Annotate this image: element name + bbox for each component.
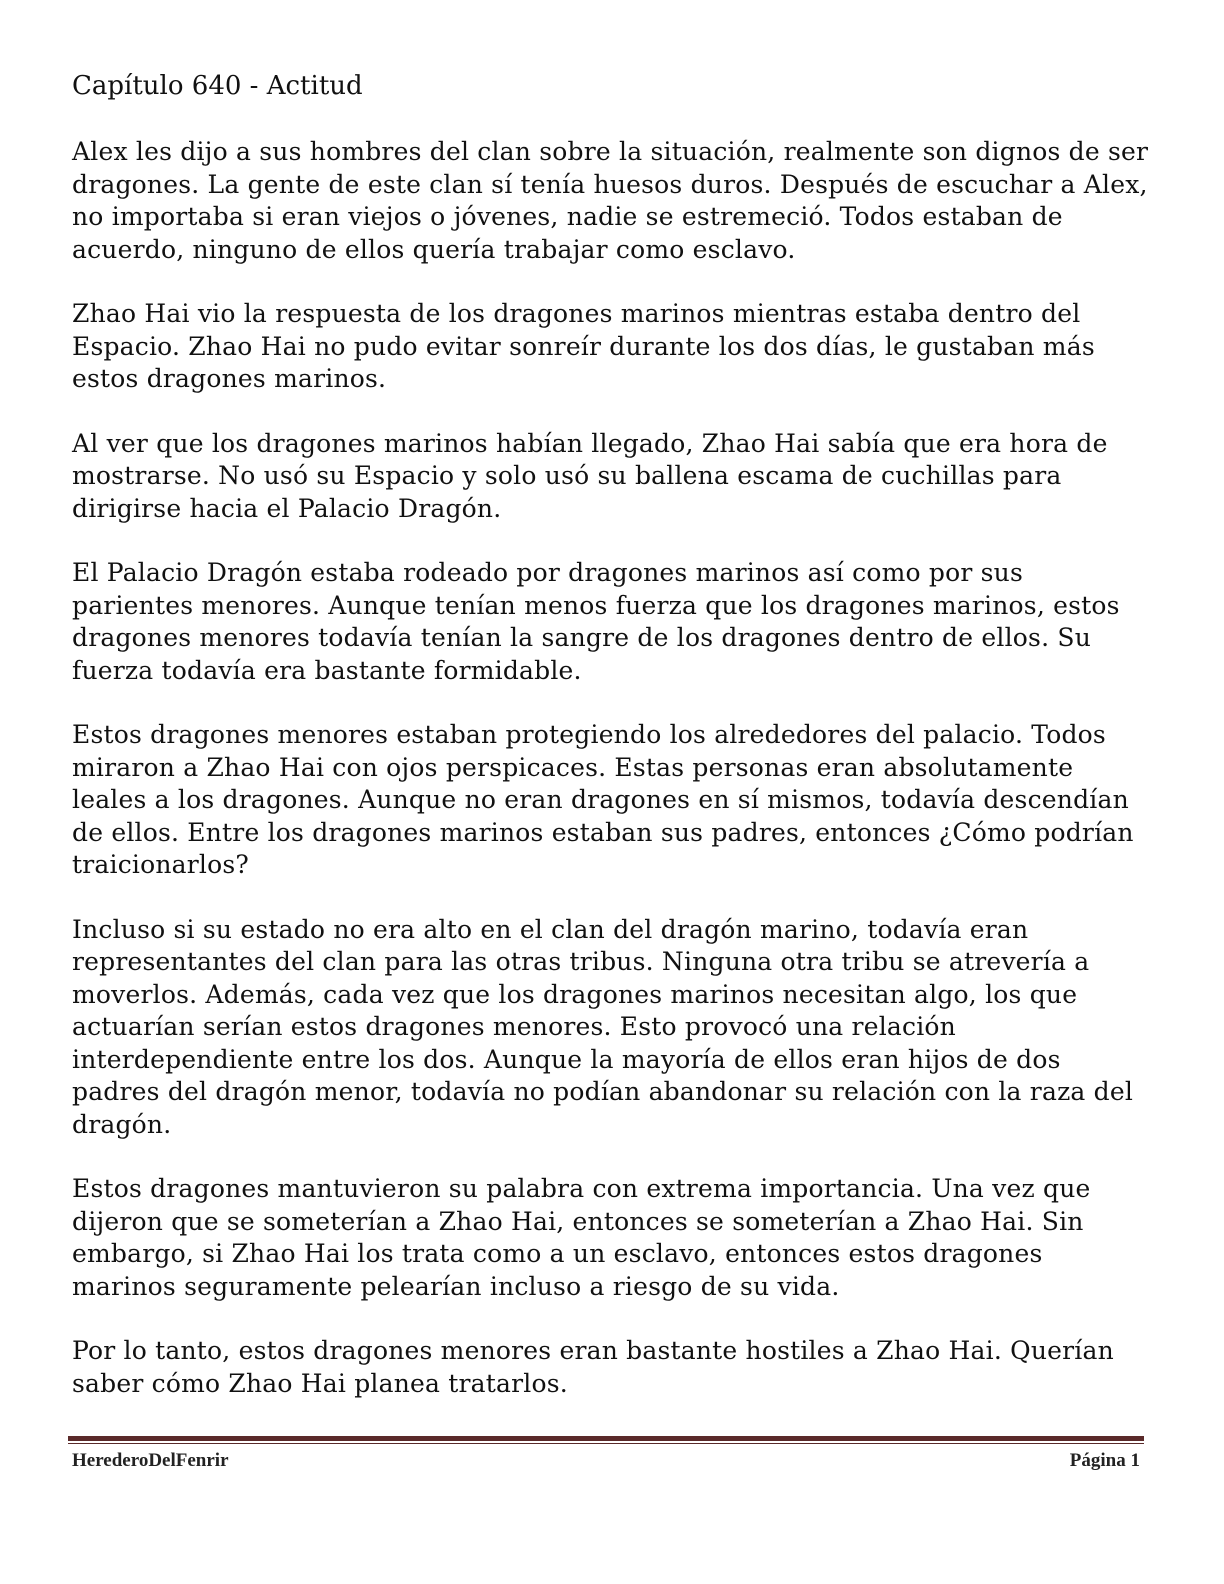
footer-divider <box>68 1436 1144 1445</box>
page-body <box>72 70 1152 1432</box>
chapter-title: Capítulo 640 - Actitud <box>72 71 363 101</box>
paragraph: Por lo tanto, estos dragones menores eran bastante hostiles a Zhao Hai. Querían saber cómo Zhao Hai planea tratarlos. <box>72 1336 1114 1398</box>
paragraph: Al ver que los dragones marinos habían llegado, Zhao Hai sabía que era hora de mostrarse. No usó su Espacio y solo usó su ballena escama de cuchillas para dirigirse hacia el Palacio Dragón. <box>72 428 1108 523</box>
paragraph: Incluso si su estado no era alto en el clan del dragón marino, todavía eran representantes del clan para las otras tribus. Ninguna otra tribu se atrevería a moverlos. Además, cada vez que los dragones marinos necesitan algo, los que actuarían serían estos dragones menores. Esto provocó una relación interdependiente entre los dos. Aunque la mayoría de ellos eran hijos de dos padres del dragón menor, todavía no podían abandonar su relación con la raza del dragón. <box>72 914 1134 1139</box>
paragraph: El Palacio Dragón estaba rodeado por dragones marinos así como por sus parientes menores. Aunque tenían menos fuerza que los dragones marinos, estos dragones menores todavía tenían la sangre de los dragones dentro de ellos. Su fuerza todavía era bastante formidable. <box>72 558 1120 685</box>
footer-divider-thin-line <box>68 1443 1144 1444</box>
paragraph: Estos dragones mantuvieron su palabra con extrema importancia. Una vez que dijeron que se someterían a Zhao Hai, entonces se someterían a Zhao Hai. Sin embargo, si Zhao Hai los trata como a un esclavo, entonces estos dragones marinos seguramente pelearían incluso a riesgo de su vida. <box>72 1174 1091 1301</box>
footer-author: HerederoDelFenrir <box>72 1450 229 1471</box>
paragraph: Estos dragones menores estaban protegiendo los alrededores del palacio. Todos miraron a Zhao Hai con ojos perspicaces. Estas personas eran absolutamente leales a los dragones. Aunque no eran dragones en sí mismos, todavía descendían de ellos. Entre los dragones marinos estaban sus padres, entonces ¿Cómo podrían traicionarlos? <box>72 720 1134 879</box>
paragraph: Zhao Hai vio la respuesta de los dragones marinos mientras estaba dentro del Espacio. Zhao Hai no pudo evitar sonreír durante los dos días, le gustaban más estos dragones marinos. <box>72 299 1095 393</box>
paragraph: Alex les dijo a sus hombres del clan sobre la situación, realmente son dignos de ser dragones. La gente de este clan sí tenía huesos duros. Después de escuchar a Alex, no importaba si eran viejos o jóvenes, nadie se estremeció. Todos estaban de acuerdo, ninguno de ellos quería trabajar como esclavo. <box>72 137 1149 264</box>
footer-divider-thick-line <box>68 1436 1144 1441</box>
footer-page-number: Página 1 <box>1069 1450 1140 1471</box>
